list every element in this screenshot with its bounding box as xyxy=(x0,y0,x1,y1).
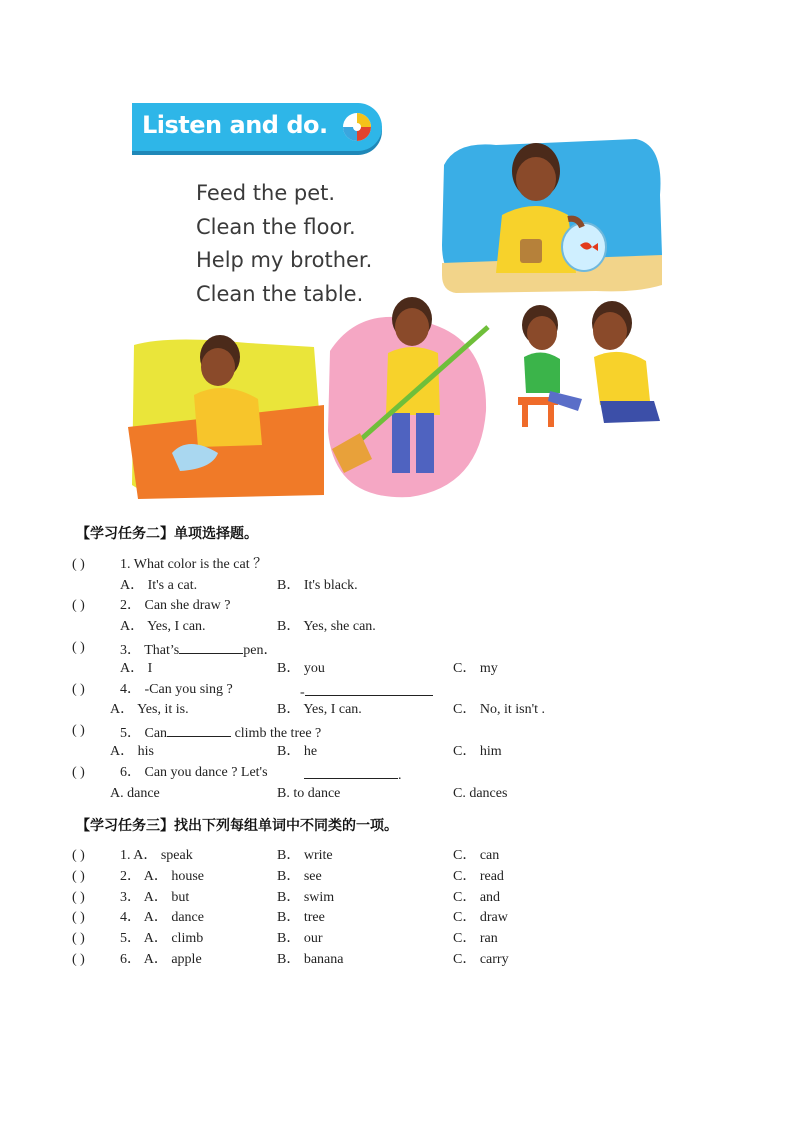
q6-answer-paren[interactable]: ( ) xyxy=(72,765,85,780)
task3-answer-paren[interactable]: ( ) xyxy=(72,910,85,925)
task3-option-c: C． and xyxy=(453,890,501,905)
q4-answer-paren[interactable]: ( ) xyxy=(72,682,85,697)
task3-option-a: 1. A． speak xyxy=(120,848,193,863)
task3-heading: 【学习任务三】找出下列每组单词中不同类的一项。 xyxy=(76,818,398,834)
q4-option-a: A． Yes, it is. xyxy=(110,702,189,717)
phrase-clean-the-floor: Clean the floor. xyxy=(196,214,356,239)
audio-cd-icon[interactable] xyxy=(342,112,372,142)
listen-and-do-illustration xyxy=(120,95,676,507)
q5-option-b: B． he xyxy=(277,744,318,759)
q4-reply xyxy=(300,682,433,701)
q5-stem-start: 5． Can xyxy=(120,726,168,741)
q4-stem: 4． -Can you sing ? xyxy=(120,682,233,697)
q3-option-a: A． I xyxy=(120,661,153,676)
task3-answer-paren[interactable]: ( ) xyxy=(72,931,85,946)
q3-answer-paren[interactable]: ( ) xyxy=(72,640,85,655)
listen-and-do-banner xyxy=(132,103,382,151)
q3-stem-end: pen． xyxy=(243,643,278,658)
task3-option-a: 5． A． climb xyxy=(120,931,204,946)
task3-answer-paren[interactable]: ( ) xyxy=(72,952,85,967)
q3-option-b: B． you xyxy=(277,661,325,676)
q5-answer-blank[interactable] xyxy=(167,723,231,737)
q2-answer-paren[interactable]: ( ) xyxy=(72,598,85,613)
task3-option-b: B． tree xyxy=(277,910,325,925)
task3-option-b: B． swim xyxy=(277,890,335,905)
q3-option-c: C． my xyxy=(453,661,498,676)
task3-option-b: B． write xyxy=(277,848,333,863)
task3-option-c: C． can xyxy=(453,848,500,863)
q6-answer-blank[interactable] xyxy=(304,765,398,779)
clean-table-scene xyxy=(128,335,324,503)
task2-heading: 【学习任务二】单项选择题。 xyxy=(76,526,258,542)
q5-option-c: C． him xyxy=(453,744,502,759)
task3-option-a: 4． A． dance xyxy=(120,910,204,925)
q4-answer-blank[interactable] xyxy=(305,682,433,696)
task3-option-c: C． read xyxy=(453,869,504,884)
q1-answer-paren[interactable]: ( ) xyxy=(72,557,85,572)
q4-option-b: B． Yes, I can. xyxy=(277,702,362,717)
phrase-feed-the-pet: Feed the pet. xyxy=(196,181,336,205)
q5-stem-end: climb the tree ? xyxy=(231,726,322,741)
help-brother-scene xyxy=(504,301,672,437)
q2-option-a: A． Yes, I can. xyxy=(120,619,206,634)
task3-option-c: C． carry xyxy=(453,952,509,967)
q3-stem xyxy=(120,640,277,659)
task3-answer-paren[interactable]: ( ) xyxy=(72,890,85,905)
task3-option-a: 3． A． but xyxy=(120,890,190,905)
phrase-help-my-brother: Help my brother. xyxy=(196,248,373,272)
task3-answer-paren[interactable]: ( ) xyxy=(72,848,85,863)
q6-end-period: . xyxy=(398,768,402,783)
task3-option-a: 2． A． house xyxy=(120,869,204,884)
q1-option-a: A． It's a cat. xyxy=(120,578,198,593)
q3-stem-start: 3． That’s xyxy=(120,643,180,658)
q5-answer-paren[interactable]: ( ) xyxy=(72,723,85,738)
q4-option-c: C． No, it isn't . xyxy=(453,702,545,717)
q6-option-b: B. to dance xyxy=(277,786,341,801)
task3-option-c: C． draw xyxy=(453,910,508,925)
clean-floor-scene xyxy=(320,291,492,501)
q1-stem: 1. What color is the cat ？ xyxy=(120,557,268,572)
feed-pet-scene xyxy=(436,135,668,295)
q5-option-a: A． his xyxy=(110,744,154,759)
q6-option-c: C. dances xyxy=(453,786,508,801)
q5-stem xyxy=(120,723,321,742)
q2-stem: 2． Can she draw ? xyxy=(120,598,231,613)
task3-option-a: 6． A． apple xyxy=(120,952,202,967)
task3-option-b: B． our xyxy=(277,931,323,946)
task3-answer-paren[interactable]: ( ) xyxy=(72,869,85,884)
banner-title: Listen and do. xyxy=(142,111,328,139)
q6-reply xyxy=(304,765,402,784)
q3-answer-blank[interactable] xyxy=(179,640,243,654)
task3-option-c: C． ran xyxy=(453,931,498,946)
q2-option-b: B． Yes, she can. xyxy=(277,619,376,634)
phrase-clean-the-table: Clean the table. xyxy=(196,281,364,306)
q4-reply-dash: - xyxy=(300,685,305,700)
q6-stem: 6． Can you dance ? Let's xyxy=(120,765,268,780)
task3-option-b: B． banana xyxy=(277,952,344,967)
q6-option-a: A. dance xyxy=(110,786,160,801)
task3-option-b: B． see xyxy=(277,869,322,884)
q1-option-b: B． It's black. xyxy=(277,578,358,593)
